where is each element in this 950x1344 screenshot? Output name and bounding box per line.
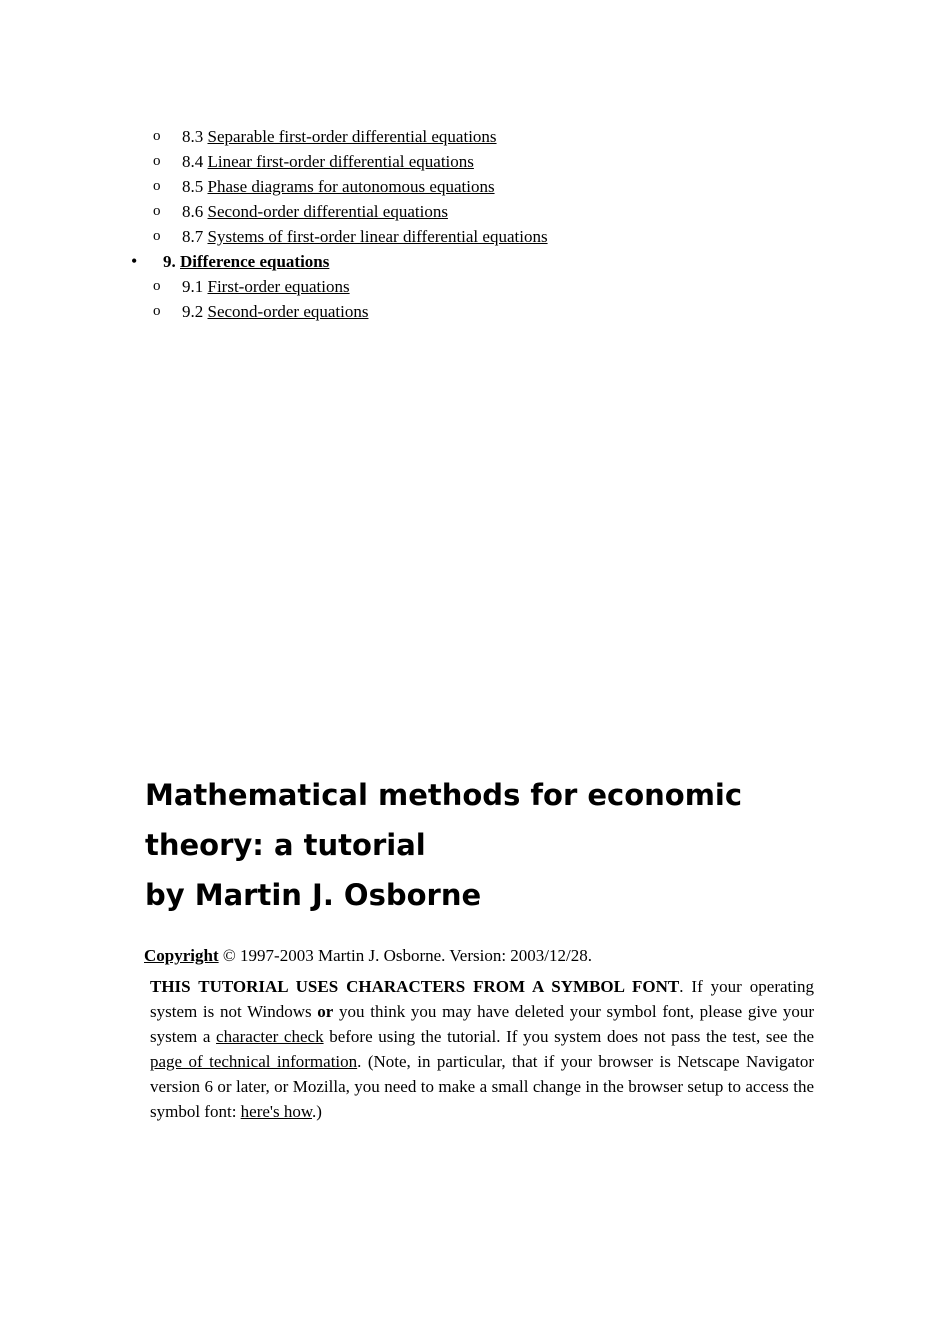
notice-text: . (Note, in particular, that if your browser is Netscape Navigator version 6 or later, or Mozilla, you need to make a small change in the browser setup to access the symbol font: bbox=[150, 1052, 814, 1121]
character-check-link[interactable]: character check bbox=[216, 1027, 324, 1046]
symbol-font-notice bbox=[150, 974, 814, 1124]
author-line: by Martin J. Osborne bbox=[145, 878, 482, 912]
toc-number: 9. bbox=[163, 252, 176, 271]
toc-number: 9.1 bbox=[182, 277, 204, 296]
disc-bullet-icon: • bbox=[131, 251, 138, 271]
heres-how-link[interactable]: here's how bbox=[240, 1102, 313, 1121]
technical-information-link[interactable]: page of technical information bbox=[150, 1052, 358, 1071]
toc-link-first-order-equations[interactable]: First-order equations bbox=[207, 277, 350, 296]
toc-link-systems-linear[interactable]: Systems of first-order linear differential equations bbox=[207, 227, 548, 246]
circle-bullet-icon: o bbox=[153, 278, 161, 294]
toc-link-separable-first-order[interactable]: Separable first-order differential equations bbox=[207, 127, 497, 146]
circle-bullet-icon: o bbox=[153, 153, 161, 169]
title-line-1: Mathematical methods for economic bbox=[145, 778, 743, 812]
circle-bullet-icon: o bbox=[153, 128, 161, 144]
notice-text: .) bbox=[312, 1102, 322, 1121]
toc-number: 8.5 bbox=[182, 177, 204, 196]
copyright-line bbox=[144, 943, 592, 968]
notice-text: . If your operating system is not Windows bbox=[150, 977, 814, 1021]
circle-bullet-icon: o bbox=[153, 203, 161, 219]
copyright-link[interactable]: Copyright bbox=[144, 946, 219, 965]
toc-number: 8.3 bbox=[182, 127, 204, 146]
toc-link-phase-diagrams[interactable]: Phase diagrams for autonomous equations bbox=[207, 177, 495, 196]
toc-number: 8.7 bbox=[182, 227, 204, 246]
toc-link-linear-first-order[interactable]: Linear first-order differential equations bbox=[207, 152, 474, 171]
toc-number: 8.6 bbox=[182, 202, 204, 221]
toc-number: 8.4 bbox=[182, 152, 204, 171]
copyright-text: © 1997-2003 Martin J. Osborne. Version: 2003/12/28. bbox=[218, 946, 592, 965]
notice-text: you think you may have deleted your symbol font, please give your system a bbox=[150, 1002, 814, 1046]
toc-link-second-order-differential[interactable]: Second-order differential equations bbox=[207, 202, 448, 221]
circle-bullet-icon: o bbox=[153, 303, 161, 319]
circle-bullet-icon: o bbox=[153, 178, 161, 194]
page-title bbox=[145, 770, 845, 920]
title-line-2: theory: a tutorial bbox=[145, 828, 426, 862]
notice-or: or bbox=[317, 1002, 334, 1021]
toc-link-difference-equations[interactable]: Difference equations bbox=[180, 252, 330, 271]
notice-heading: THIS TUTORIAL USES CHARACTERS FROM A SYMBOL FONT bbox=[150, 977, 680, 996]
notice-text: before using the tutorial. If you system does not pass the test, see the bbox=[323, 1027, 814, 1046]
toc-number: 9.2 bbox=[182, 302, 204, 321]
circle-bullet-icon: o bbox=[153, 228, 161, 244]
toc-link-second-order-equations[interactable]: Second-order equations bbox=[207, 302, 369, 321]
